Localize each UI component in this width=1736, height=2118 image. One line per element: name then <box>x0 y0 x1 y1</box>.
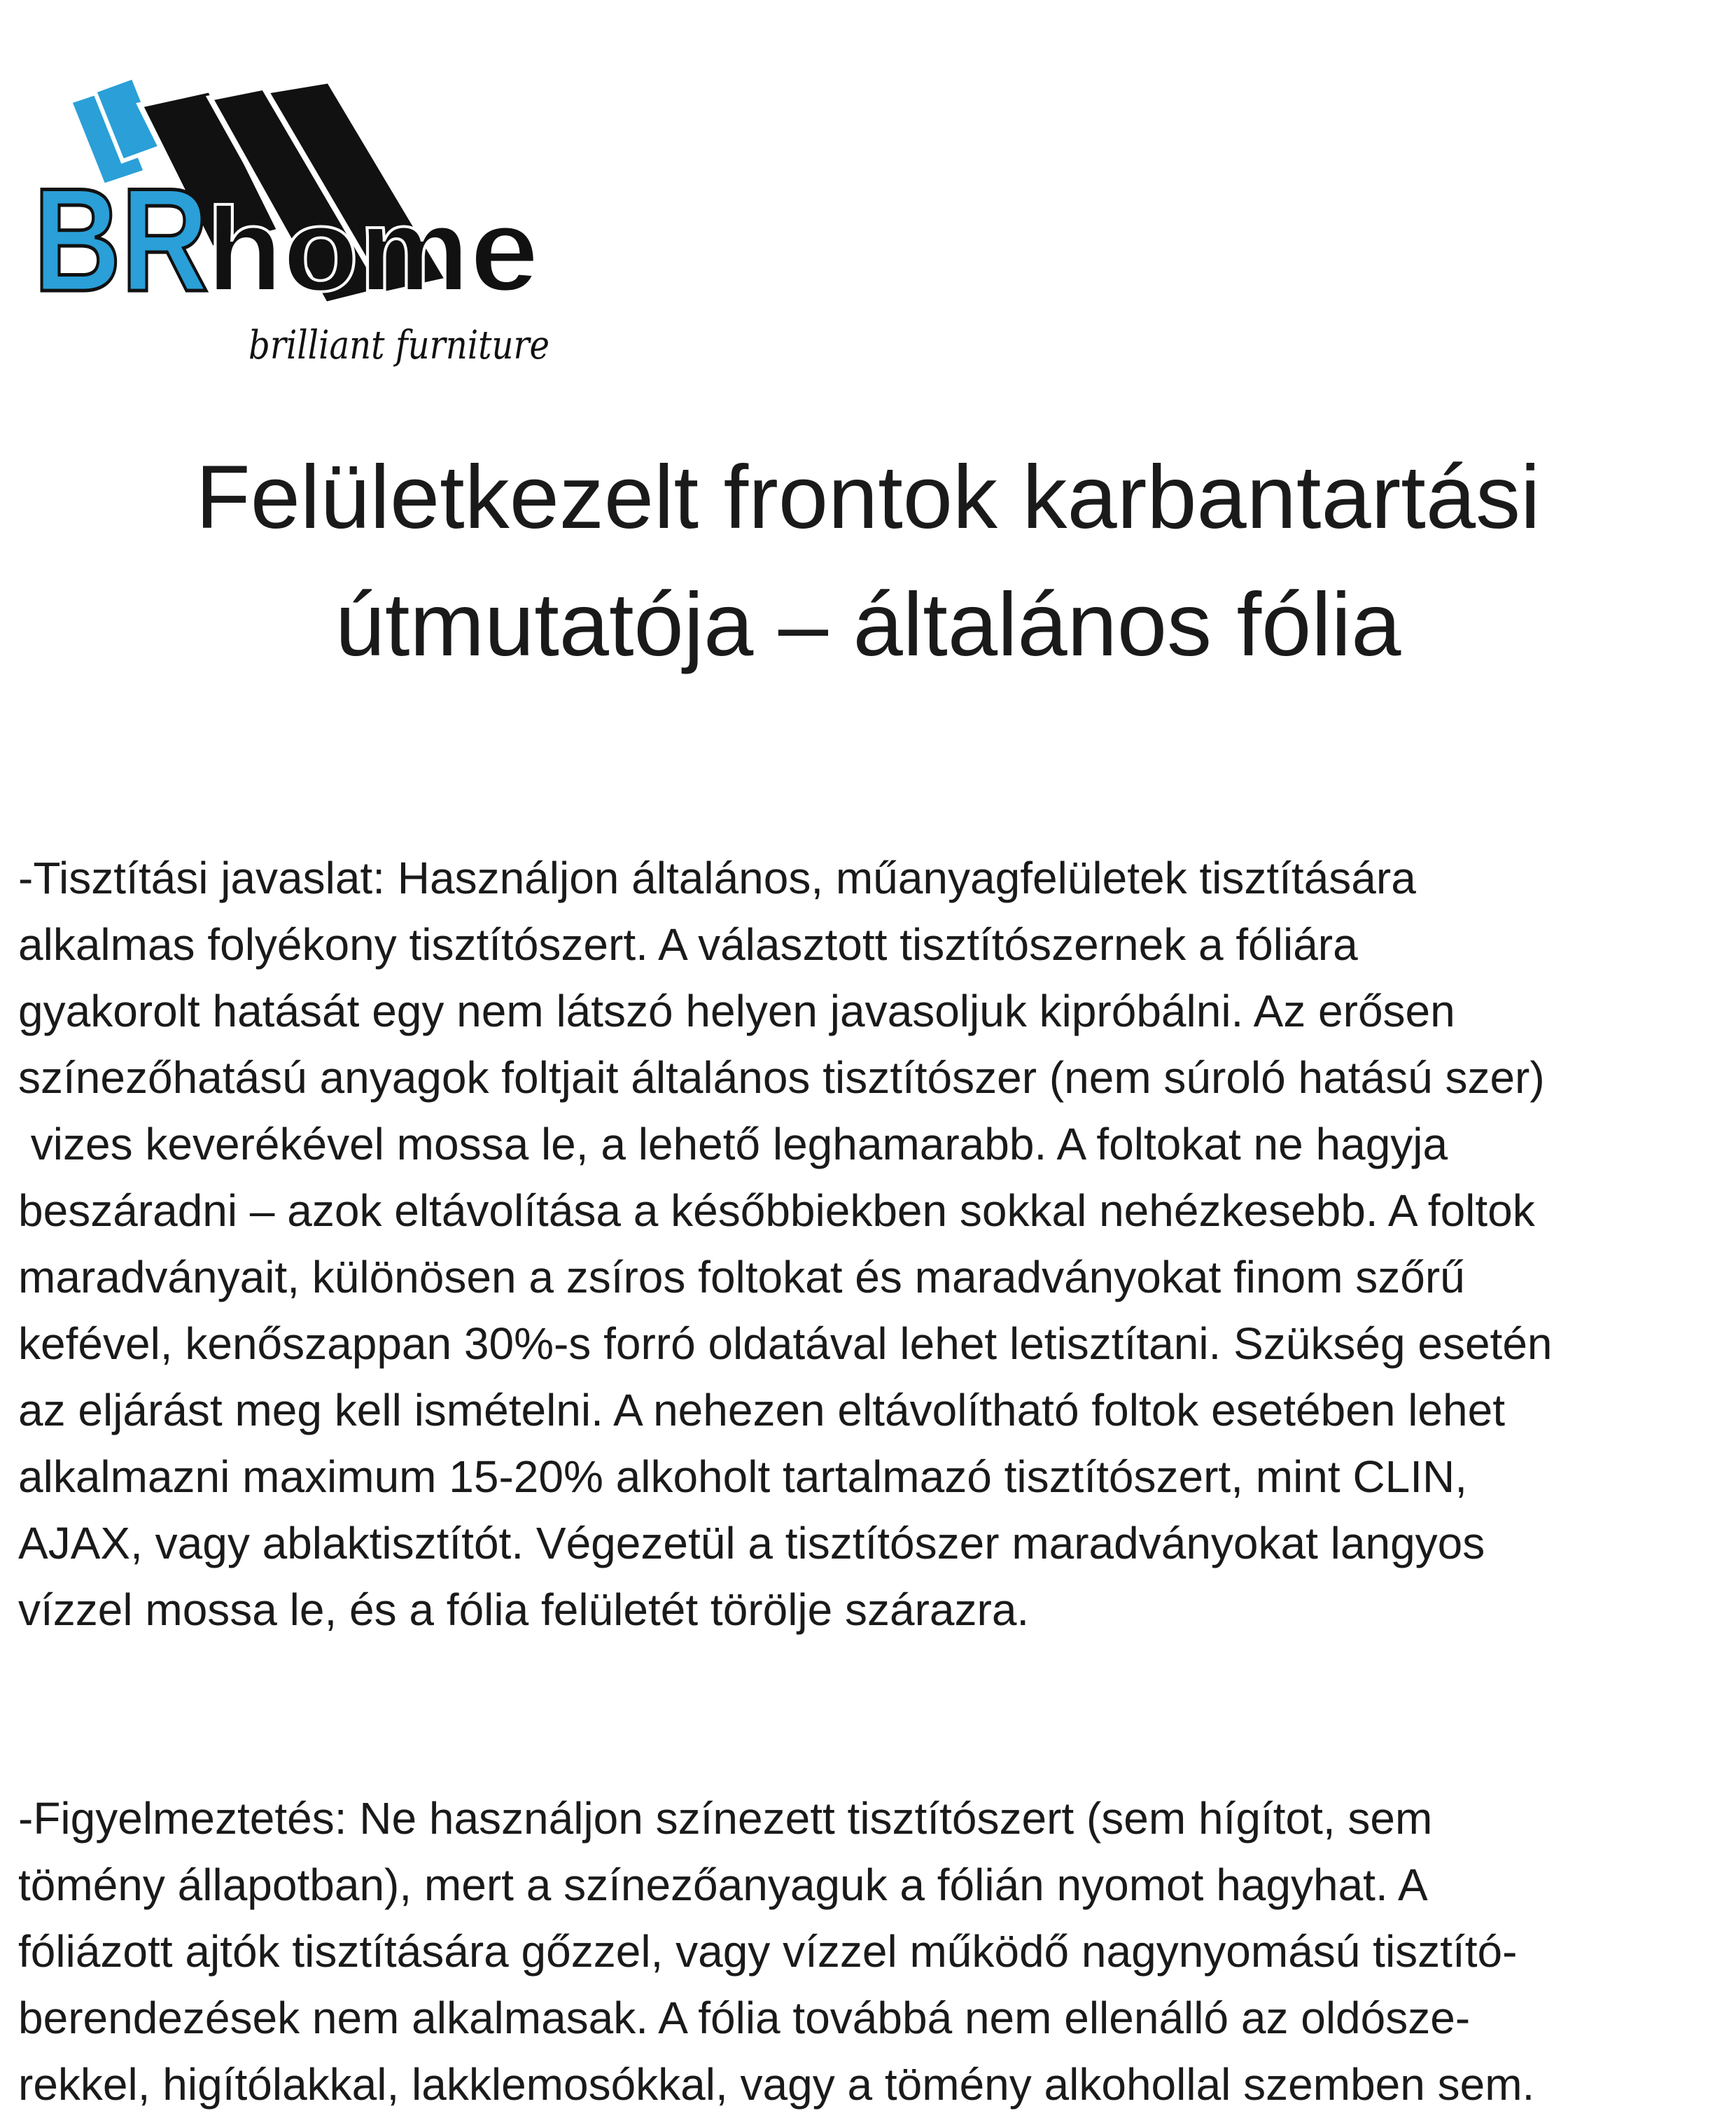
paragraph-line: tömény állapotban), mert a színezőanyaguk a fólián nyomot hagyhat. A <box>18 1860 1428 1910</box>
cleaning-recommendation-paragraph <box>18 845 1726 1643</box>
page-title-line: útmutatója – általános fólia <box>335 575 1401 675</box>
logo-home-word: home <box>206 183 539 316</box>
paragraph-line: fóliázott ajtók tisztítására gőzzel, vagy vízzel működő nagynyomású tisztító- <box>18 1926 1518 1977</box>
paragraph-line: alkalmazni maximum 15-20% alkoholt tartalmazó tisztítószert, mint CLIN, <box>18 1451 1468 1502</box>
paragraph-line: berendezések nem alkalmasak. A fólia továbbá nem ellenálló az oldósze- <box>18 1993 1471 2043</box>
warning-paragraph <box>18 1785 1726 2118</box>
brand-logo-graphic <box>28 77 560 371</box>
paragraph-line: gyakorolt hatását egy nem látszó helyen javasoljuk kipróbálni. Az erősen <box>18 986 1455 1036</box>
logo-tagline: brilliant furniture <box>248 323 550 368</box>
logo-br-letters: BR <box>34 158 209 322</box>
paragraph-line: színezőhatású anyagok foltjait általános tisztítószer (nem súroló hatású szer) <box>18 1052 1545 1103</box>
paragraph-line: -Figyelmeztetés: Ne használjon színezett tisztítószert (sem hígítot, sem <box>18 1793 1433 1844</box>
brand-logo <box>28 77 560 371</box>
paragraph-line: AJAX, vagy ablaktisztítót. Végezetül a tisztítószer maradványokat langyos <box>18 1518 1485 1568</box>
paragraph-line: -Tisztítási javaslat: Használjon általános, műanyagfelületek tisztítására <box>18 853 1416 903</box>
paragraph-line: beszáradni – azok eltávolítása a későbbiekben sokkal nehézkesebb. A foltok <box>18 1185 1535 1236</box>
page-title <box>0 434 1736 689</box>
paragraph-line: alkalmas folyékony tisztítószert. A választott tisztítószernek a fóliára <box>18 919 1358 970</box>
page-title-line: Felületkezelt frontok karbantartási <box>195 447 1541 548</box>
paragraph-line: vizes keverékével mossa le, a lehető leghamarabb. A foltokat ne hagyja <box>18 1119 1448 1169</box>
paragraph-line: maradványait, különösen a zsíros foltokat és maradványokat finom szőrű <box>18 1252 1465 1302</box>
paragraph-line: az eljárást meg kell ismételni. A nehezen eltávolítható foltok esetében lehet <box>18 1385 1505 1435</box>
paragraph-line: rekkel, higítólakkal, lakklemosókkal, vagy a tömény alkohollal szemben sem. <box>18 2059 1535 2110</box>
paragraph-line: vízzel mossa le, és a fólia felületét törölje szárazra. <box>18 1584 1030 1635</box>
paragraph-line: kefével, kenőszappan 30%-s forró oldatával lehet letisztítani. Szükség esetén <box>18 1318 1553 1369</box>
